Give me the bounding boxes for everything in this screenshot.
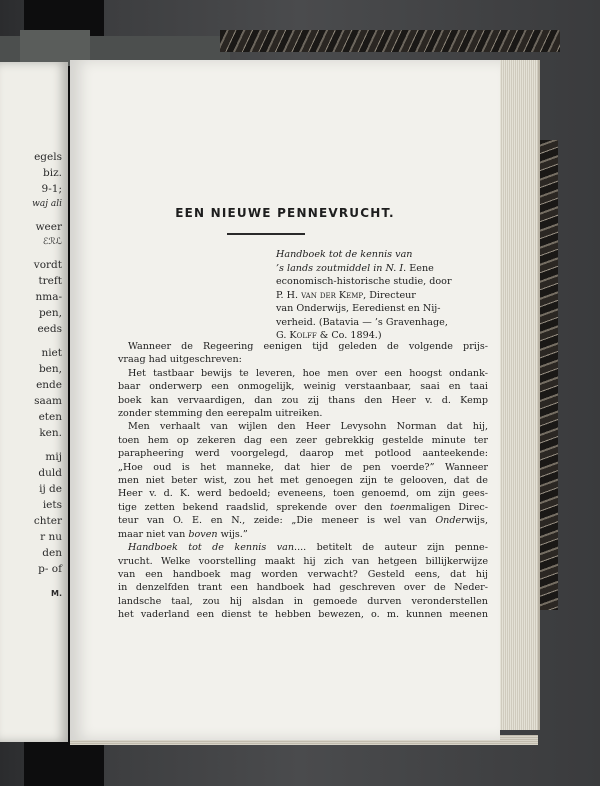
left-fragment: biz. [43,167,62,179]
citation-line [276,289,486,303]
citation-text: & Co. 1894.) [316,330,382,341]
body-line: zonder stemming den eerepalm uitreiken. [118,408,323,420]
marbled-cover-top [220,30,560,52]
left-fragment: 9-1; [41,183,62,195]
article-body [118,340,488,622]
body-line: toen hem op zekeren dag een zeer gebrekkig gestelde minute ter [118,434,488,446]
left-fragment: ij de [39,483,62,495]
left-fragment: ken. [39,427,62,439]
body-line [118,541,488,554]
left-fragment: eten [38,411,62,423]
left-fragment: niet [41,347,62,359]
body-italic: Onder [435,515,466,527]
body-line: het vaderland een dienst te hebben bewezen, o. m. kunnen meenen [118,609,488,621]
body-line: vraag had uitgeschreven: [118,354,242,366]
body-line: in denzelfden trant een handboek had geschreven over de Neder- [118,582,488,594]
citation-line [276,262,486,276]
title-rule [227,233,305,235]
citation-text: Eene [406,262,434,274]
right-page [70,60,500,740]
body-line: Het tastbaar bewijs te leveren, hoe men over een hoogst ondank- [128,367,488,379]
citation-line: economisch-historische studie, door [276,276,452,287]
left-fragment: ende [36,379,62,391]
body-text: maar niet van [118,528,189,540]
citation-line: Handboek tot de kennis van [276,249,413,260]
citation-line: verheid. (Batavia — ’s Gravenhage, [276,316,448,328]
left-fragment: egels [34,151,62,163]
body-italic: Handboek tot de kennis van.... [128,542,307,554]
left-fragment: r nu [40,531,62,543]
body-text: maligen Direc- [411,501,489,513]
citation-italic: ’s lands zoutmiddel in N. I. [276,262,407,274]
citation-line: van Onderwijs, Eeredienst en Nij- [276,303,441,314]
left-fragment: treft [38,275,62,287]
body-line: „Hoe oud is het manneke, dat hier de pen voerde?” Wanneer [118,461,488,473]
left-fragment: weer [35,221,62,233]
left-fragment: M. [51,589,62,598]
body-text: betitelt de auteur zijn penne- [306,542,488,554]
left-page [0,62,68,742]
left-fragment: mij [45,451,62,463]
citation-text: G. [276,330,290,341]
left-fragment: chter [33,515,62,527]
left-fragment: pen, [38,307,62,319]
body-line: parapheering werd voorgelegd, daarop met potlood aanteekende: [118,448,488,460]
left-fragment: waj ali [32,199,62,209]
body-line: Heer v. d. K. werd bedoeld; eveneens, toen genoemd, om zijn gees- [118,488,488,500]
left-fragment: saam [34,395,62,407]
body-text: wijs, [465,515,488,527]
left-fragment: ben, [38,363,62,375]
body-line: Men verhaalt van wijlen den Heer Levysohn Norman dat hij, [128,421,488,433]
body-text: wijs.” [217,528,248,540]
left-fragment: eeds [37,323,62,335]
body-line [118,514,488,527]
body-italic: toen [390,501,412,513]
article-title: EEN NIEUWE PENNEVRUCHT. [175,206,395,220]
body-line: men niet beter wist, zou het met genoegen zijn te gelooven, dat de [118,475,488,487]
left-fragment: iets [42,499,62,511]
left-fragment: nma- [35,291,62,303]
body-line: vrucht. Welke voorstelling maakt hij zich van hetgeen billijkerwijze [118,555,488,567]
citation-publisher: Kolff [289,330,317,341]
left-fragment: vordt [33,259,62,271]
body-italic: boven [188,528,218,540]
left-fragment: duld [38,467,62,479]
left-fragment: p- of [38,563,62,575]
body-line: van een handboek mag worden verwacht? Gesteld eens, dat hij [118,568,488,580]
body-line: boek kan vervaardigen, dan zou zij thans den Heer v. d. Kemp [118,394,488,406]
left-fragment: ℰℛℒ [42,237,62,247]
body-line [118,501,488,514]
citation-author: van der Kemp [301,289,364,301]
citation-text: P. H. [276,289,302,301]
body-text: teur van O. E. en N., zeide: „Die meneer is wel van [118,515,436,527]
body-line: baar onderwerp een onmogelijk, weinig verstaanbaar, saai en taai [118,381,488,393]
left-fragment: den [42,547,62,559]
body-line: landsche taal, zou hij alsdan in gemoede durven veronderstellen [118,595,488,607]
citation-text: , Directeur [363,289,416,301]
body-line [118,528,488,541]
body-line: Wanneer de Regeering eenigen tijd geleden de volgende prijs- [128,341,488,352]
body-text: tige zetten bekend raadslid, sprekende over den [118,501,391,513]
book-citation [276,248,486,343]
